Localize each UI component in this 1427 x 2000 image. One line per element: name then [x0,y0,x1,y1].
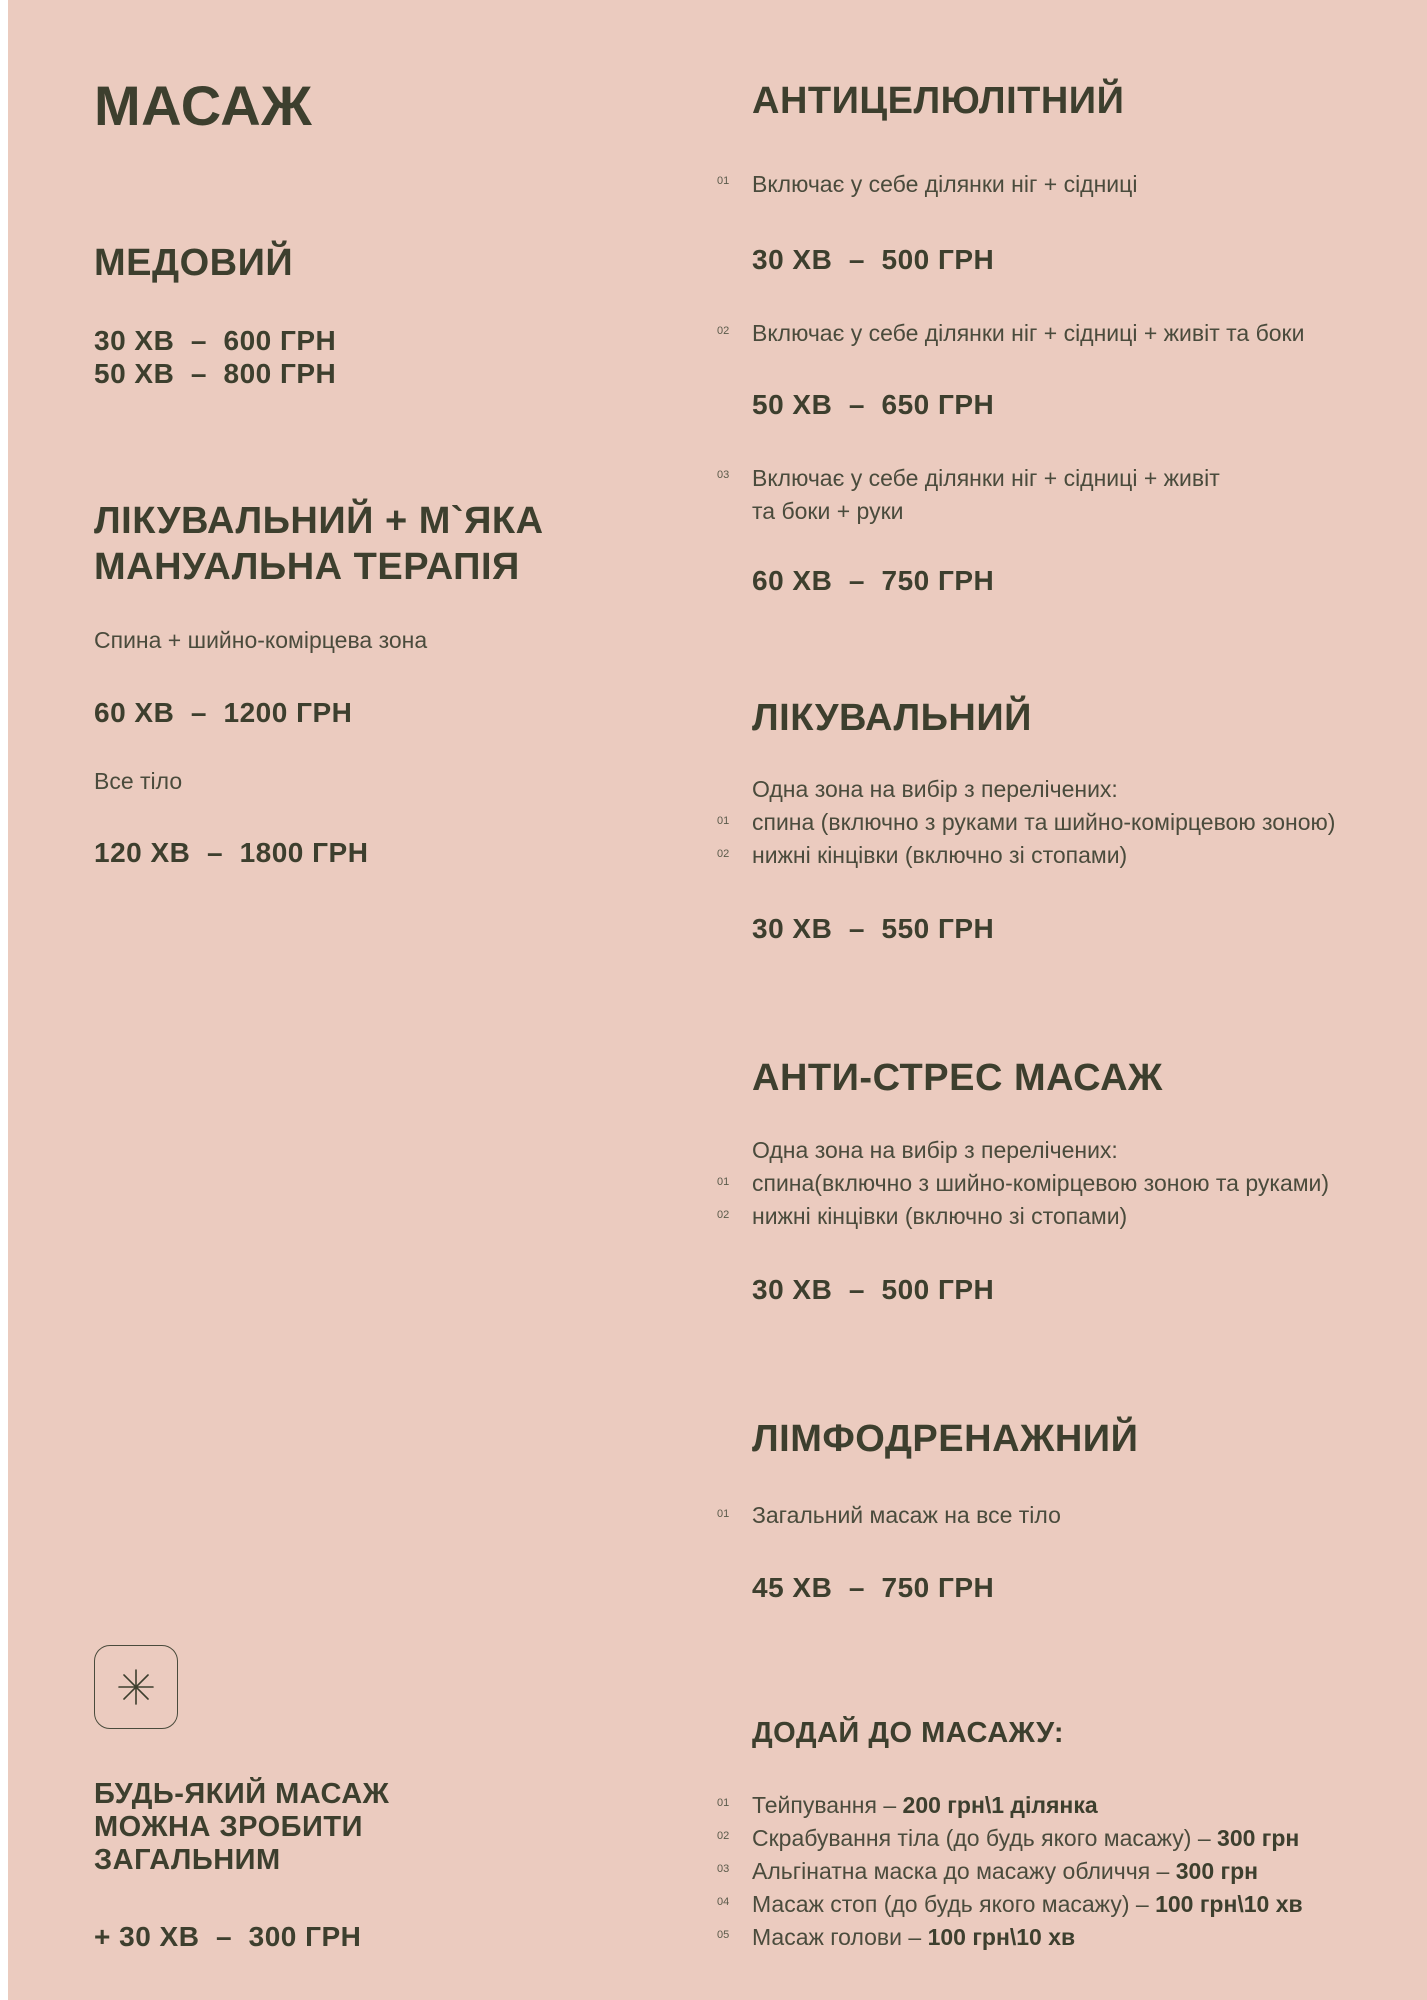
addon-2-num: 02 [717,1830,730,1842]
therapeutic-item2-num: 02 [717,848,730,860]
anticellulite-opt3-num: 03 [717,469,730,481]
antistress-item2: нижні кінцівки (включно зі стопами) [752,1203,1128,1229]
addons-title: ДОДАЙ ДО МАСАЖУ: [752,1717,1065,1749]
addon-4-num: 04 [717,1896,730,1908]
addon-3-text: Альгінатна маска до масажу обличчя – [752,1858,1176,1884]
promo-line1: БУДЬ-ЯКИЙ МАСАЖ [94,1778,390,1810]
addon-4-price: 100 грн\10 хв [1155,1891,1303,1917]
therapeutic-price: 30 ХВ – 550 ГРН [752,913,995,944]
antistress-title: АНТИ-СТРЕС МАСАЖ [752,1057,1163,1099]
addon-2-text: Скрабування тіла (до будь якого масажу) – [752,1825,1218,1851]
anticellulite-opt3-desc-line1: Включає у себе ділянки ніг + сідниці + живіт [752,465,1220,491]
asterisk-icon [94,1645,178,1729]
honey-massage-title: МЕДОВИЙ [94,242,294,284]
addon-5-price: 100 грн\10 хв [927,1924,1076,1950]
anticellulite-opt2-desc: Включає у себе ділянки ніг + сідниці + живіт та боки [752,320,1305,346]
anticellulite-opt2-num: 02 [717,325,730,337]
anticellulite-opt1-price: 30 ХВ – 500 ГРН [752,244,995,275]
therapeutic-manual-title-line2: МАНУАЛЬНА ТЕРАПІЯ [94,546,520,588]
anticellulite-opt1-desc: Включає у себе ділянки ніг + сідниці [752,171,1138,197]
addon-3 [752,1855,1258,1888]
therapeutic-manual-option1-price: 60 ХВ – 1200 ГРН [94,697,353,728]
promo-line2: МОЖНА ЗРОБИТИ [94,1811,363,1843]
promo-price: + 30 ХВ – 300 ГРН [94,1921,362,1952]
promo-line3: ЗАГАЛЬНИМ [94,1844,281,1876]
therapeutic-item1-num: 01 [717,815,730,827]
therapeutic-title: ЛІКУВАЛЬНИЙ [752,697,1032,739]
therapeutic-manual-option1-desc: Спина + шийно-комірцева зона [94,627,428,653]
lymph-price: 45 ХВ – 750 ГРН [752,1572,995,1603]
anticellulite-title: АНТИЦЕЛЮЛІТНИЙ [752,80,1125,122]
lymph-item1: Загальний масаж на все тіло [752,1502,1061,1528]
therapeutic-manual-option2-desc: Все тіло [94,768,183,794]
anticellulite-opt2-price: 50 ХВ – 650 ГРН [752,389,995,420]
therapeutic-item1: спина (включно з руками та шийно-комірцевою зоною) [752,809,1336,835]
honey-price-30: 30 ХВ – 600 ГРН [94,325,337,356]
addon-5-text: Масаж голови – [752,1924,928,1950]
addon-1-text: Тейпування – [752,1792,903,1818]
asterisk-icon-graphic [116,1667,156,1707]
anticellulite-opt3-price: 60 ХВ – 750 ГРН [752,565,995,596]
anticellulite-opt1-num: 01 [717,175,730,187]
antistress-item2-num: 02 [717,1209,730,1221]
therapeutic-manual-option2-price: 120 ХВ – 1800 ГРН [94,837,369,868]
addon-3-num: 03 [717,1863,730,1875]
page-title: МАСАЖ [94,74,313,137]
addon-2 [752,1822,1299,1855]
addon-5 [752,1921,1075,1954]
addon-3-price: 300 грн [1175,1858,1259,1884]
antistress-price: 30 ХВ – 500 ГРН [752,1274,995,1305]
lymph-title: ЛІМФОДРЕНАЖНИЙ [752,1418,1139,1460]
therapeutic-intro: Одна зона на вибір з перелічених: [752,776,1118,802]
addon-1-price: 200 грн\1 ділянка [902,1792,1098,1818]
antistress-item1-num: 01 [717,1176,730,1188]
anticellulite-opt3-desc-line2: та боки + руки [752,498,904,524]
price-list-page [8,0,1427,2000]
honey-price-50: 50 ХВ – 800 ГРН [94,358,337,389]
addon-2-price: 300 грн [1217,1825,1300,1851]
addon-1 [752,1789,1098,1822]
addon-5-num: 05 [717,1929,730,1941]
addon-1-num: 01 [717,1797,730,1809]
therapeutic-item2: нижні кінцівки (включно зі стопами) [752,842,1128,868]
antistress-item1: спина(включно з шийно-комірцевою зоною та руками) [752,1170,1330,1196]
addon-4 [752,1888,1303,1921]
addon-4-text: Масаж стоп (до будь якого масажу) – [752,1891,1156,1917]
lymph-item1-num: 01 [717,1508,730,1520]
therapeutic-manual-title-line1: ЛІКУВАЛЬНИЙ + М`ЯКА [94,500,544,542]
antistress-intro: Одна зона на вибір з перелічених: [752,1137,1118,1163]
